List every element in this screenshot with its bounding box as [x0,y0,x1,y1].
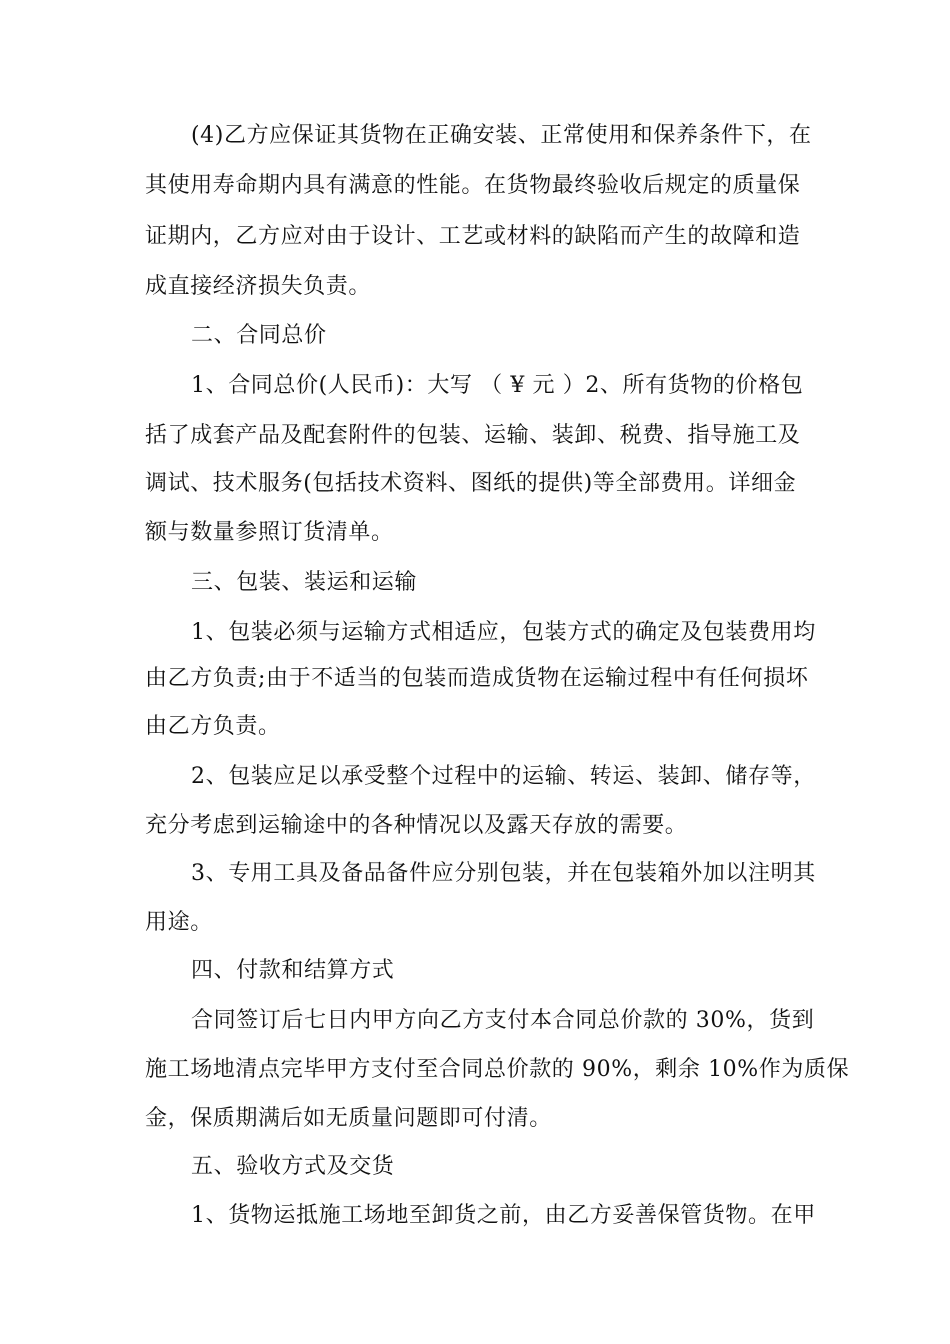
section-heading: 二、合同总价 [191,323,327,348]
text-line: (4)乙方应保证其货物在正确安装、正常使用和保养条件下，在 [191,123,812,148]
text-line: 额与数量参照订货清单。 [145,520,394,545]
text-line: 金，保质期满后如无质量问题即可付清。 [145,1106,552,1131]
text-line: 1、货物运抵施工场地至卸货之前，由乙方妥善保管货物。在甲 [191,1203,816,1228]
text-line: 合同签订后七日内甲方向乙方支付本合同总价款的 30%，货到 [191,1008,815,1033]
text-line: 其使用寿命期内具有满意的性能。在货物最终验收后规定的质量保 [145,173,801,198]
text-line: 施工场地清点完毕甲方支付至合同总价款的 90%，剩余 10%作为质保 [145,1057,850,1082]
text-line: 由乙方负责。 [145,714,281,739]
section-heading: 三、包装、装运和运输 [191,570,418,595]
text-line: 括了成套产品及配套附件的包装、运输、装卸、税费、指导施工及 [145,423,801,448]
text-line: 调试、技术服务(包括技术资料、图纸的提供)等全部费用。详细金 [145,471,797,496]
text-line: 1、合同总价(人民币)：大写 （ ¥ 元 ）2、所有货物的价格包 [191,373,804,398]
text-line: 成直接经济损失负责。 [145,274,372,299]
text-line: 3、专用工具及备品备件应分别包装，并在包装箱外加以注明其 [191,861,816,886]
text-line: 2、包装应足以承受整个过程中的运输、转运、装卸、储存等， [191,764,816,789]
text-line: 由乙方负责;由于不适当的包装而造成货物在运输过程中有任何损坏 [145,666,809,691]
text-line: 充分考虑到运输途中的各种情况以及露天存放的需要。 [145,813,688,838]
text-line: 1、包装必须与运输方式相适应，包装方式的确定及包装费用均 [191,620,816,645]
text-line: 用途。 [145,910,213,935]
section-heading: 四、付款和结算方式 [191,958,395,983]
section-heading: 五、验收方式及交货 [191,1154,395,1179]
text-line: 证期内，乙方应对由于设计、工艺或材料的缺陷而产生的故障和造 [145,224,801,249]
